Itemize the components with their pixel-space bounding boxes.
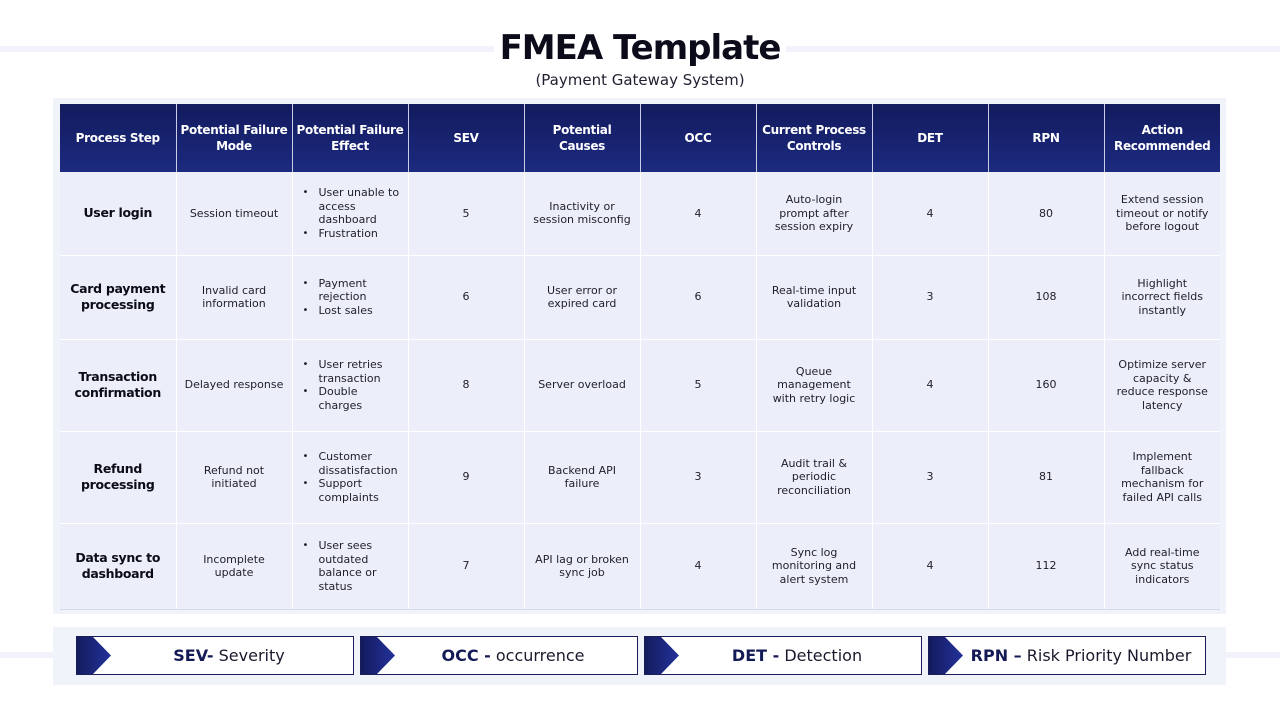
action-cell: Extend session timeout or notify before logout <box>1104 172 1220 255</box>
rpn-cell: 108 <box>988 255 1104 339</box>
action-cell: Optimize server capacity & reduce response latency <box>1104 339 1220 431</box>
occ-cell: 6 <box>640 255 756 339</box>
sev-cell: 6 <box>408 255 524 339</box>
process-step-cell: Refund processing <box>60 431 176 523</box>
occ-cell: 4 <box>640 523 756 609</box>
table-row <box>60 431 1220 523</box>
controls-cell: Real-time input validation <box>756 255 872 339</box>
failure-mode-cell: Refund not initiated <box>176 431 292 523</box>
column-header-causes: Potential Causes <box>524 104 640 172</box>
legend-abbr: SEV- <box>173 646 214 665</box>
occ-cell: 3 <box>640 431 756 523</box>
det-cell: 3 <box>872 431 988 523</box>
legend-text <box>393 637 633 674</box>
effect-item: • Lost sales <box>319 304 402 318</box>
rpn-cell: 112 <box>988 523 1104 609</box>
column-header-rpn: RPN <box>988 104 1104 172</box>
causes-cell: User error or expired card <box>524 255 640 339</box>
column-header-action: Action Recommended <box>1104 104 1220 172</box>
effect-item: • User unable to access dashboard <box>319 186 402 227</box>
chevron-arrow-icon <box>929 637 963 674</box>
legend-text <box>109 637 349 674</box>
legend-item-det <box>644 636 922 675</box>
failure-mode-cell: Delayed response <box>176 339 292 431</box>
column-header-occ: OCC <box>640 104 756 172</box>
effect-list <box>303 539 402 593</box>
fmea-table <box>60 104 1220 610</box>
legend-abbr: DET - <box>731 646 780 665</box>
action-cell: Implement fallback mechanism for failed API calls <box>1104 431 1220 523</box>
column-header-failure-effect: Potential Failure Effect <box>292 104 408 172</box>
process-step-cell: Transaction confirmation <box>60 339 176 431</box>
column-header-controls: Current Process Controls <box>756 104 872 172</box>
chevron-arrow-icon <box>361 637 395 674</box>
legend-meaning: Severity <box>213 646 285 665</box>
effect-item: • User retries transaction <box>319 358 402 385</box>
legend-meaning: occurrence <box>490 646 585 665</box>
effect-item: • User sees outdated balance or status <box>319 539 402 593</box>
column-header-det: DET <box>872 104 988 172</box>
legend-item-rpn <box>928 636 1206 675</box>
controls-cell: Auto-login prompt after session expiry <box>756 172 872 255</box>
effect-item: • Customer dissatisfaction <box>319 450 402 477</box>
sev-cell: 8 <box>408 339 524 431</box>
legend-meaning: Risk Priority Number <box>1021 646 1192 665</box>
legend-item-occ <box>360 636 638 675</box>
column-header-failure-mode: Potential Failure Mode <box>176 104 292 172</box>
legend-text <box>677 637 917 674</box>
det-cell: 4 <box>872 523 988 609</box>
det-cell: 3 <box>872 255 988 339</box>
effect-item: • Support complaints <box>319 477 402 504</box>
occ-cell: 4 <box>640 172 756 255</box>
effect-item: • Payment rejection <box>319 277 402 304</box>
effect-list <box>303 358 402 412</box>
failure-mode-cell: Invalid card information <box>176 255 292 339</box>
page-title: FMEA Template <box>499 28 781 68</box>
legend-text <box>961 637 1201 674</box>
action-cell: Add real-time sync status indicators <box>1104 523 1220 609</box>
failure-effect-cell <box>292 523 408 609</box>
rpn-cell: 81 <box>988 431 1104 523</box>
legend-item-sev <box>76 636 354 675</box>
causes-cell: Inactivity or session misconfig <box>524 172 640 255</box>
det-cell: 4 <box>872 339 988 431</box>
title-block <box>494 22 786 74</box>
legend-meaning: Detection <box>779 646 863 665</box>
table-row <box>60 339 1220 431</box>
column-header-process-step: Process Step <box>60 104 176 172</box>
rpn-cell: 160 <box>988 339 1104 431</box>
failure-effect-cell <box>292 431 408 523</box>
table-header-row <box>60 104 1220 172</box>
table-row <box>60 172 1220 255</box>
causes-cell: Server overload <box>524 339 640 431</box>
failure-mode-cell: Incomplete update <box>176 523 292 609</box>
effect-list <box>303 186 402 240</box>
action-cell: Highlight incorrect fields instantly <box>1104 255 1220 339</box>
failure-mode-cell: Session timeout <box>176 172 292 255</box>
table-row <box>60 523 1220 609</box>
failure-effect-cell <box>292 255 408 339</box>
sev-cell: 5 <box>408 172 524 255</box>
chevron-arrow-icon <box>77 637 111 674</box>
failure-effect-cell <box>292 172 408 255</box>
legend-abbr: OCC - <box>441 646 491 665</box>
process-step-cell: Data sync to dashboard <box>60 523 176 609</box>
failure-effect-cell <box>292 339 408 431</box>
controls-cell: Sync log monitoring and alert system <box>756 523 872 609</box>
occ-cell: 5 <box>640 339 756 431</box>
sev-cell: 7 <box>408 523 524 609</box>
table-row <box>60 255 1220 339</box>
sev-cell: 9 <box>408 431 524 523</box>
controls-cell: Audit trail & periodic reconciliation <box>756 431 872 523</box>
effect-list <box>303 277 402 318</box>
effect-item: • Frustration <box>319 227 402 241</box>
effect-list <box>303 450 402 504</box>
causes-cell: API lag or broken sync job <box>524 523 640 609</box>
det-cell: 4 <box>872 172 988 255</box>
chevron-arrow-icon <box>645 637 679 674</box>
controls-cell: Queue management with retry logic <box>756 339 872 431</box>
page-subtitle: (Payment Gateway System) <box>535 71 745 89</box>
rpn-cell: 80 <box>988 172 1104 255</box>
effect-item: • Double charges <box>319 385 402 412</box>
column-header-sev: SEV <box>408 104 524 172</box>
process-step-cell: User login <box>60 172 176 255</box>
process-step-cell: Card payment processing <box>60 255 176 339</box>
legend-abbr: RPN – <box>970 646 1022 665</box>
causes-cell: Backend API failure <box>524 431 640 523</box>
